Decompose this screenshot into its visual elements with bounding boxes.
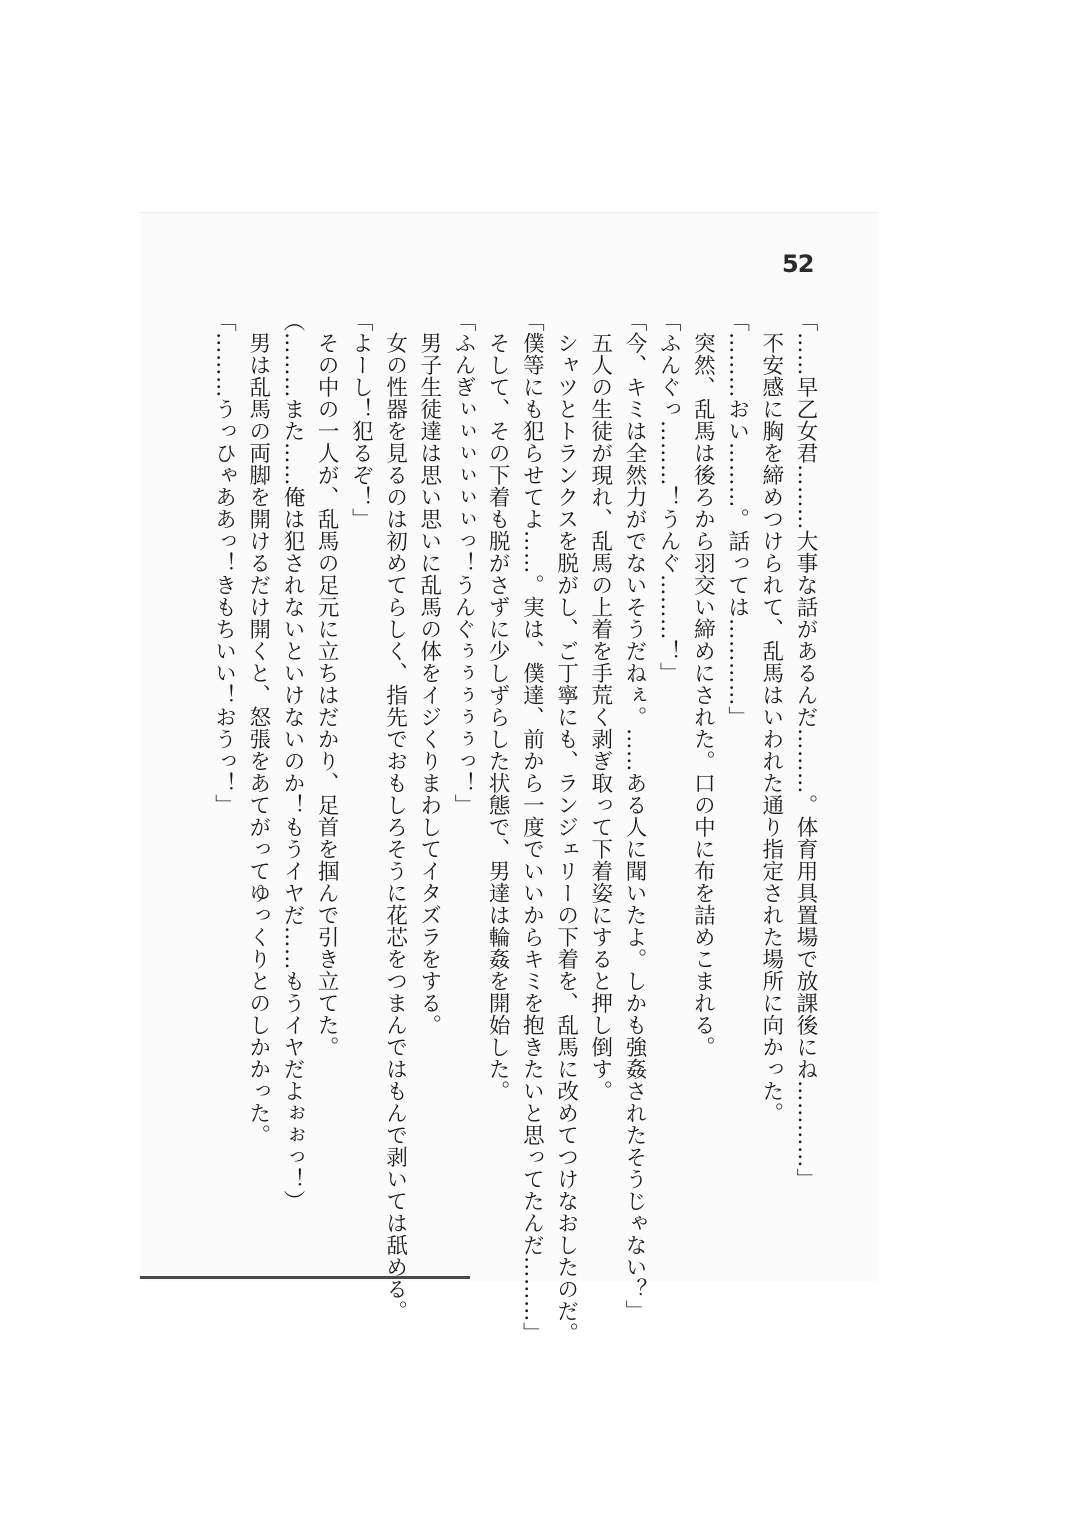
- text-line: 「ふんぎぃぃぃぃぃぃっ！うんぐぅぅぅぅぅっ！」: [450, 310, 476, 816]
- text-line: （………また……俺は犯されないといけないのか！もうイヤだ……もうイヤだよぉぉっ！）: [279, 310, 305, 1212]
- text-line: そして、その下着も脱がさずに少しずらした状態で、男達は輪姦を開始した。: [485, 331, 511, 1102]
- text-line: 突然、乱馬は後ろから羽交い締めにされた。口の中に布を詰めこまれる。: [690, 331, 716, 1058]
- text-line: 男子生徒達は思い思いに乱馬の体をイジくりまわしてイタズラをする。: [416, 331, 442, 1036]
- text-line: 「……早乙女君………大事な話があるんだ………。体育用具置場で放課後にね…………」: [793, 310, 818, 1190]
- bottom-rule: [140, 1276, 470, 1279]
- text-line: 「………うっひゃああっ！きもちいい！おうっ！」: [211, 310, 237, 816]
- text-line: 「僕等にも犯らせてよ……。実は、僕達、前から一度でいいからキミを抱きたいと思ってたんだ………」: [519, 310, 545, 1344]
- text-line: 「ふんぐっ………！うんぐ………！」: [656, 310, 682, 684]
- page-number: 52: [782, 250, 814, 278]
- text-line: その中の一人が、乱馬の足元に立ちはだかり、足首を掴んで引き立てた。: [314, 331, 340, 1058]
- text-line: 男は乱馬の両脚を開けるだけ開くと、怒張をあてがってゆっくりとのしかかった。: [245, 331, 271, 1146]
- text-line: シャツとトランクスを脱がし、ご丁寧にも、ランジェリーの下着を、乱馬に改めてつけなおしたのだ。: [553, 331, 579, 1344]
- text-line: 「今、キミは全然力がでないそうだねぇ。……ある人に聞いたよ。しかも強姦されたそうじゃない？」: [621, 310, 647, 1322]
- vertical-text-body: [206, 310, 822, 1344]
- text-line: 不安感に胸を締めつけられて、乱馬はいわれた通り指定された場所に向かった。: [758, 331, 784, 1124]
- text-line: 五人の生徒が現れ、乱馬の上着を手荒く剥ぎ取って下着姿にすると押し倒す。: [587, 331, 613, 1102]
- text-line: 「………おい………。話っては…………」: [724, 310, 750, 728]
- text-line: 「よーし！犯るぞ！」: [348, 310, 374, 530]
- text-line: 女の性器を見るのは初めてらしく、指先でおもしろそうに花芯をつまんではもんで剥いては舐める。: [382, 331, 408, 1322]
